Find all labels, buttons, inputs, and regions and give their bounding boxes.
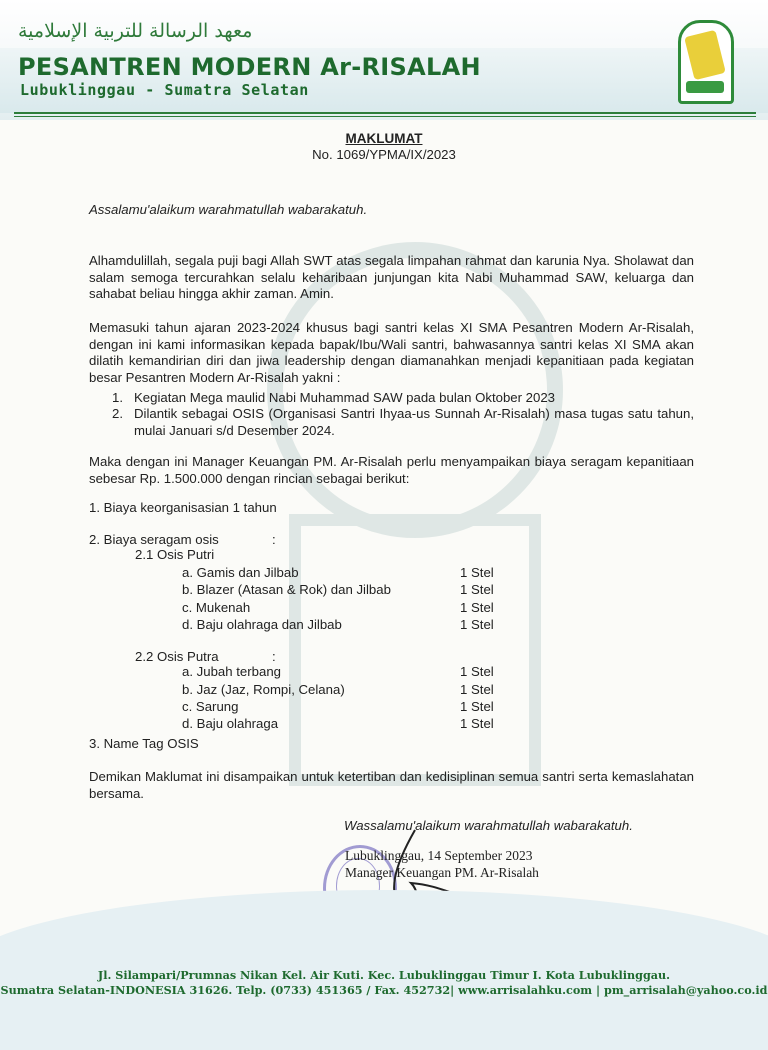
paragraph-closing: Demikan Maklumat ini disampaikan untuk ketertiban dan kedisiplinan semua santri serta kemaslahatan bersama. (89, 769, 694, 801)
putra-item-c: c. Sarung (182, 699, 239, 714)
document-title: MAKLUMAT (345, 131, 423, 146)
school-name: PESANTREN MODERN Ar-RISALAH (18, 53, 481, 81)
paragraph-intro: Alhamdulillah, segala puji bagi Allah SWT atas segala limpahan rahmat dan karunia Nya. Sholawat dan salam semoga tercurahkan selalu keharibaan junjungan kita Nabi Muhammad SAW, keluarga dan sahabat beliau hingga akhir zaman. Amin. (89, 253, 694, 301)
document-number: No. 1069/YPMA/IX/2023 (312, 147, 456, 162)
closing-greeting: Wassalamu'alaikum warahmatullah wabarakatuh. (344, 818, 633, 833)
putra-item-a-qty: 1 Stel (460, 664, 494, 679)
arabic-school-name: معهد الرسالة للتربية الإسلامية (18, 20, 253, 42)
putra-heading-colon: : (272, 649, 276, 664)
putri-item-a-qty: 1 Stel (460, 565, 494, 580)
list-number-1: 1. (112, 390, 123, 405)
putri-item-d-qty: 1 Stel (460, 617, 494, 632)
putra-item-d-qty: 1 Stel (460, 716, 494, 731)
list-number-2: 2. (112, 406, 123, 421)
putri-item-d: d. Baju olahraga dan Jilbab (182, 617, 342, 632)
putri-heading: 2.1 Osis Putri (135, 547, 215, 562)
putra-heading: 2.2 Osis Putra (135, 649, 219, 664)
putra-item-b: b. Jaz (Jaz, Rompi, Celana) (182, 682, 345, 697)
cost-item-1: 1. Biaya keorganisasian 1 tahun (89, 500, 277, 515)
cost-item-2-colon: : (272, 532, 276, 547)
putra-item-b-qty: 1 Stel (460, 682, 494, 697)
school-city: Lubuklinggau - Sumatra Selatan (20, 81, 309, 99)
putri-item-b-qty: 1 Stel (460, 582, 494, 597)
putri-item-a: a. Gamis dan Jilbab (182, 565, 299, 580)
putra-item-c-qty: 1 Stel (460, 699, 494, 714)
list-item-1: Kegiatan Mega maulid Nabi Muhammad SAW pada bulan Oktober 2023 (134, 390, 556, 405)
putra-item-d: d. Baju olahraga (182, 716, 279, 731)
cost-item-2: 2. Biaya seragam osis (89, 532, 219, 547)
putri-item-c: c. Mukenah (182, 600, 251, 615)
footer-contact: Sumatra Selatan-INDONESIA 31626. Telp. (0733) 451365 / Fax. 452732| www.arrisalahku.com | pm_arrisalah@yahoo.co.id (0, 983, 768, 997)
putra-item-a: a. Jubah terbang (182, 664, 281, 679)
list-item-2: Dilantik sebagai OSIS (Organisasi Santri Ihyaa-us Sunnah Ar-Risalah) masa tugas satu tahun, mulai Januari s/d Desember 2024. (134, 406, 694, 438)
cost-item-3: 3. Name Tag OSIS (89, 736, 199, 751)
putri-item-c-qty: 1 Stel (460, 600, 494, 615)
putri-item-b: b. Blazer (Atasan & Rok) dan Jilbab (182, 582, 391, 597)
place-date: Lubuklinggau, 14 September 2023 (345, 848, 533, 863)
paragraph-context: Memasuki tahun ajaran 2023-2024 khusus bagi santri kelas XI SMA Pesantren Modern Ar-Risalah, dengan ini kami informasikan kepada bapak/Ibu/Wali santri, bahwasannya santri kelas XI SMA akan dilatih kemandirian diri dan jiwa leadership dengan diamanahkan menjadi kepanitiaan pada kegiatan besar Pesantren Modern Ar-Risalah yakni : (89, 320, 694, 385)
footer-address: Jl. Silampari/Prumnas Nikan Kel. Air Kuti. Kec. Lubuklinggau Timur I. Kota Lubuklinggau. (97, 968, 671, 982)
opening-greeting: Assalamu'alaikum warahmatullah wabarakatuh. (89, 202, 368, 217)
signer-position: Manager Keuangan PM. Ar-Risalah (345, 865, 539, 880)
paragraph-cost: Maka dengan ini Manager Keuangan PM. Ar-Risalah perlu menyampaikan biaya seragam kepanitiaan sebesar Rp. 1.500.000 dengan rincian sebagai berikut: (89, 454, 694, 486)
